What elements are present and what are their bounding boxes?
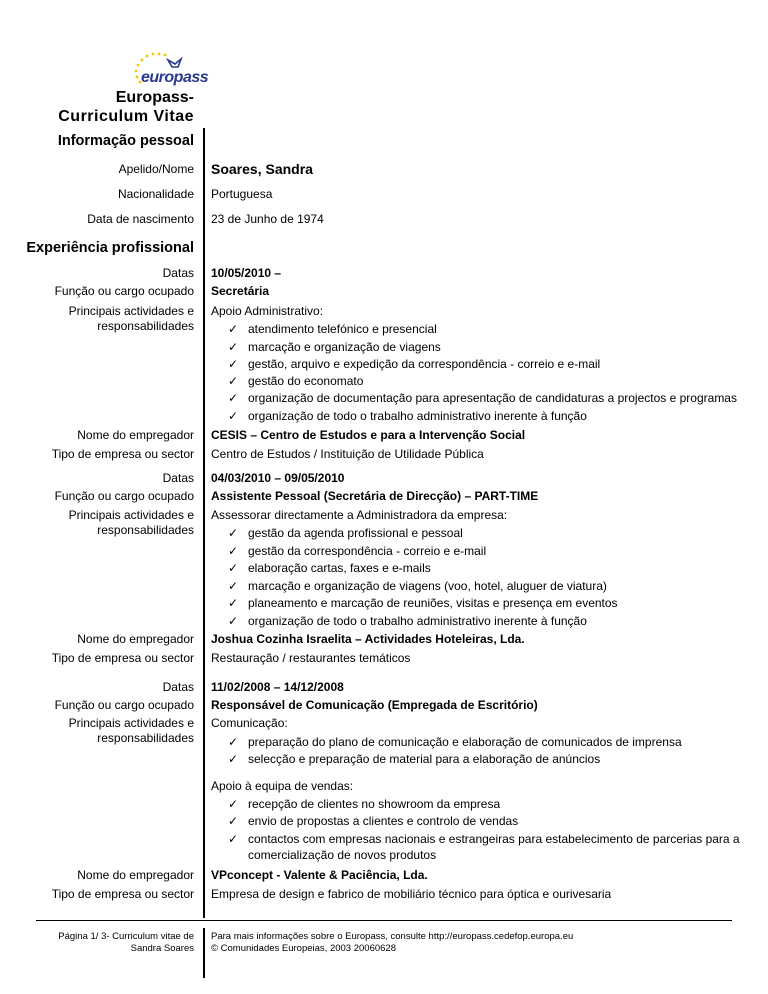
job2-role: Assistente Pessoal (Secretária de Direcção) – PART-TIME — [211, 489, 539, 503]
check-icon: ✓ — [228, 374, 239, 388]
activities-label-2: responsabilidades — [97, 319, 194, 333]
job1-employer: CESIS – Centro de Estudos e para a Intervenção Social — [211, 428, 526, 442]
cv-title-line1: Europass- — [115, 89, 194, 106]
job1-item: organização de todo o trabalho administrativo inerente à função — [248, 409, 587, 423]
check-icon: ✓ — [228, 322, 239, 336]
check-icon: ✓ — [228, 526, 239, 540]
check-icon: ✓ — [228, 614, 239, 628]
job2-item: planeamento e marcação de reuniões, visitas e presença em eventos — [248, 596, 618, 610]
job1-intro: Apoio Administrativo: — [211, 304, 324, 318]
job2-intro: Assessorar directamente a Administradora da empresa: — [211, 508, 508, 522]
check-icon: ✓ — [228, 391, 239, 405]
footer-author: Sandra Soares — [130, 943, 194, 954]
job1-item: gestão, arquivo e expedição da correspondência - correio e e-mail — [248, 357, 601, 371]
footer-divider — [36, 920, 732, 921]
check-icon: ✓ — [228, 814, 239, 828]
job1-item: marcação e organização de viagens — [248, 340, 441, 354]
job1-item: atendimento telefónico e presencial — [248, 322, 437, 336]
activities-label: Principais actividades e — [68, 304, 194, 318]
job1-item: gestão do economato — [248, 374, 364, 388]
role-label: Função ou cargo ocupado — [54, 698, 194, 712]
section-experience: Experiência profissional — [26, 240, 194, 256]
activities-label: Principais actividades e — [68, 716, 194, 730]
section-personal-info: Informação pessoal — [57, 133, 194, 149]
job3-dates: 11/02/2008 – 14/12/2008 — [211, 680, 344, 694]
company-type-label: Tipo de empresa ou sector — [51, 651, 194, 665]
company-type-label: Tipo de empresa ou sector — [51, 887, 194, 901]
job3-intro2: Apoio à equipa de vendas: — [211, 779, 354, 793]
dates-label: Datas — [162, 266, 194, 280]
check-icon: ✓ — [228, 340, 239, 354]
job2-item: gestão da correspondência - correio e e-mail — [248, 544, 487, 558]
job1-role: Secretária — [211, 284, 270, 298]
job1-dates: 10/05/2010 – — [211, 266, 282, 280]
logo-text: europass — [141, 69, 209, 86]
job3-employer: VPconcept - Valente & Paciência, Lda. — [211, 868, 428, 882]
job1-item: organização de documentação para apresentação de candidaturas a projectos e programas — [248, 391, 737, 405]
footer-page-info: Página 1/ 3- Curriculum vitae de — [58, 931, 194, 942]
job2-item: gestão da agenda profissional e pessoal — [248, 526, 463, 540]
check-icon: ✓ — [228, 544, 239, 558]
nationality-value: Portuguesa — [211, 187, 273, 201]
job2-item: marcação e organização de viagens (voo, hotel, aluguer de viatura) — [248, 579, 607, 593]
job3-item2: contactos com empresas nacionais e estrangeiras para estabelecimento de parcerias para a — [248, 832, 740, 846]
check-icon: ✓ — [228, 797, 239, 811]
birth-label: Data de nascimento — [87, 212, 194, 226]
job3-role: Responsável de Comunicação (Empregada de Escritório) — [211, 698, 538, 712]
employer-label: Nome do empregador — [77, 632, 194, 646]
name-value: Soares, Sandra — [211, 161, 313, 177]
footer-copyright: © Comunidades Europeias, 2003 20060628 — [211, 943, 396, 954]
dates-label: Datas — [162, 680, 194, 694]
employer-label: Nome do empregador — [77, 868, 194, 882]
role-label: Função ou cargo ocupado — [54, 284, 194, 298]
name-label: Apelido/Nome — [118, 162, 194, 176]
job3-item: selecção e preparação de material para a elaboração de anúncios — [248, 752, 601, 766]
dates-label: Datas — [162, 471, 194, 485]
nationality-label: Nacionalidade — [117, 187, 194, 201]
job3-item2: envio de propostas a clientes e controlo de vendas — [248, 814, 519, 828]
job3-item2: recepção de clientes no showroom da empresa — [248, 797, 501, 811]
job3-company-type: Empresa de design e fabrico de mobiliário técnico para óptica e ourivesaria — [211, 887, 612, 901]
check-icon: ✓ — [228, 579, 239, 593]
check-icon: ✓ — [228, 735, 239, 749]
role-label: Função ou cargo ocupado — [54, 489, 194, 503]
job2-item: elaboração cartas, faxes e e-mails — [248, 561, 431, 575]
job2-employer: Joshua Cozinha Israelita – Actividades Hoteleiras, Lda. — [211, 632, 525, 646]
job2-dates: 04/03/2010 – 09/05/2010 — [211, 471, 345, 485]
birth-value: 23 de Junho de 1974 — [211, 212, 324, 226]
check-icon: ✓ — [228, 596, 239, 610]
column-divider — [203, 128, 205, 918]
job1-company-type: Centro de Estudos / Instituição de Utilidade Pública — [211, 447, 484, 461]
job3-item2-cont: comercialização de novos produtos — [248, 848, 437, 862]
check-icon: ✓ — [228, 409, 239, 423]
check-icon: ✓ — [228, 832, 239, 846]
footer-info-link: Para mais informações sobre o Europass, consulte http://europass.cedefop.europa.eu — [211, 931, 574, 942]
activities-label: Principais actividades e — [68, 508, 194, 522]
job2-company-type: Restauração / restaurantes temáticos — [211, 651, 411, 665]
footer-column-divider — [203, 928, 205, 978]
check-icon: ✓ — [228, 561, 239, 575]
activities-label-2: responsabilidades — [97, 731, 194, 745]
cv-title-line2: Curriculum Vitae — [58, 108, 194, 125]
company-type-label: Tipo de empresa ou sector — [51, 447, 194, 461]
activities-label-2: responsabilidades — [97, 523, 194, 537]
employer-label: Nome do empregador — [77, 428, 194, 442]
check-icon: ✓ — [228, 752, 239, 766]
check-icon: ✓ — [228, 357, 239, 371]
job3-item: preparação do plano de comunicação e elaboração de comunicados de imprensa — [248, 735, 682, 749]
job3-intro: Comunicação: — [211, 716, 288, 730]
job2-item: organização de todo o trabalho administrativo inerente à função — [248, 614, 587, 628]
europass-logo — [128, 50, 209, 90]
